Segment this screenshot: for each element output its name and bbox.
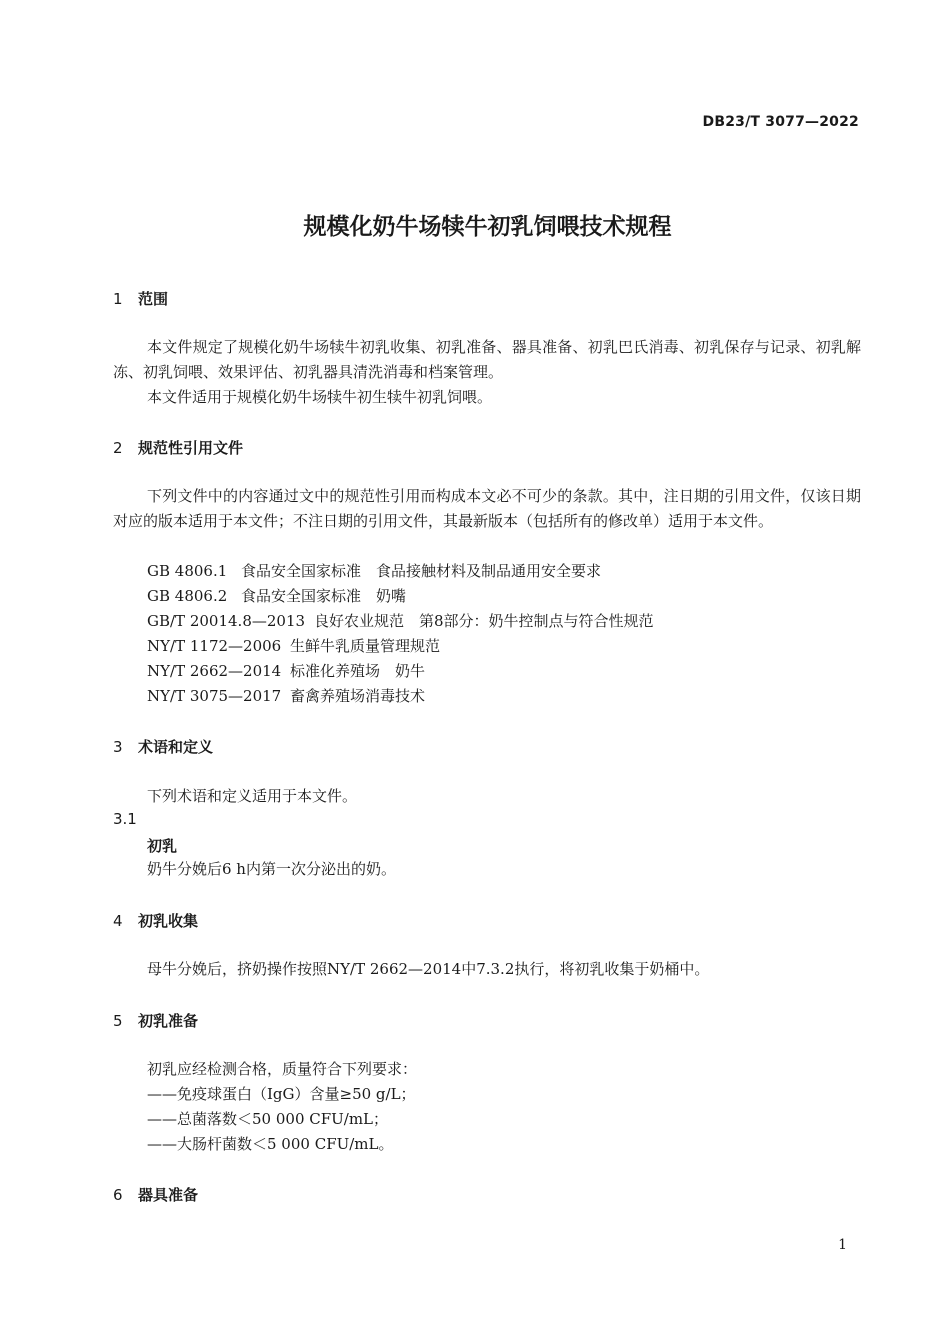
section-title: 初乳收集 xyxy=(138,912,199,930)
reference-item xyxy=(147,584,406,609)
section-number: 4 xyxy=(113,912,123,930)
terms-intro: 下列术语和定义适用于本文件。 xyxy=(147,787,358,805)
section-title: 范围 xyxy=(138,290,169,308)
section-heading-preparation xyxy=(113,1010,198,1031)
reference-code: GB 4806.1 xyxy=(147,562,228,580)
section-heading-references xyxy=(113,437,243,458)
reference-item xyxy=(147,609,654,634)
section-heading-collection xyxy=(113,910,198,931)
reference-title: 良好农业规范 第8部分：奶牛控制点与符合性规范 xyxy=(314,612,654,630)
requirement-item: ——总菌落数＜50 000 CFU/mL； xyxy=(147,1110,389,1128)
section-heading-scope xyxy=(113,288,168,309)
reference-title: 生鲜牛乳质量管理规范 xyxy=(290,637,441,655)
collection-paragraph: 母牛分娩后，挤奶操作按照NY/T 2662—2014中7.3.2执行，将初乳收集于奶桶中。 xyxy=(147,960,710,978)
section-title: 初乳准备 xyxy=(138,1012,199,1030)
reference-item xyxy=(147,634,440,659)
document-number: DB23/T 3077—2022 xyxy=(702,114,859,130)
reference-code: GB 4806.2 xyxy=(147,587,228,605)
reference-code: NY/T 2662—2014 xyxy=(147,662,282,680)
term-number: 3.1 xyxy=(113,810,137,828)
references-intro: 下列文件中的内容通过文中的规范性引用而构成本文必不可少的条款。其中，注日期的引用文件，仅该日期对应的版本适用于本文件；不注日期的引用文件，其最新版本（包括所有的修改单）适用于本文件。 xyxy=(113,487,861,530)
term-name: 初乳 xyxy=(147,837,178,855)
section-title: 器具准备 xyxy=(138,1186,199,1204)
reference-code: GB/T 20014.8—2013 xyxy=(147,612,306,630)
scope-paragraph-2: 本文件适用于规模化奶牛场犊牛初生犊牛初乳饲喂。 xyxy=(147,388,493,406)
reference-title: 标准化养殖场 奶牛 xyxy=(290,662,426,680)
reference-item xyxy=(147,559,601,584)
section-title: 规范性引用文件 xyxy=(138,439,244,457)
reference-title: 畜禽养殖场消毒技术 xyxy=(290,687,426,705)
reference-code: NY/T 1172—2006 xyxy=(147,637,282,655)
section-number: 5 xyxy=(113,1012,123,1030)
section-number: 1 xyxy=(113,290,123,308)
reference-item xyxy=(147,659,425,684)
section-heading-equipment xyxy=(113,1184,198,1205)
section-number: 6 xyxy=(113,1186,123,1204)
section-heading-terms xyxy=(113,736,213,757)
section-number: 3 xyxy=(113,738,123,756)
requirement-item: ——免疫球蛋白（IgG）含量≥50 g/L； xyxy=(147,1085,416,1103)
section-title: 术语和定义 xyxy=(138,738,214,756)
reference-item xyxy=(147,684,425,709)
requirement-item: ——大肠杆菌数＜5 000 CFU/mL。 xyxy=(147,1135,394,1153)
reference-title: 食品安全国家标准 奶嘴 xyxy=(241,587,407,605)
term-definition: 奶牛分娩后6 h内第一次分泌出的奶。 xyxy=(147,860,396,878)
reference-code: NY/T 3075—2017 xyxy=(147,687,282,705)
document-title: 规模化奶牛场犊牛初乳饲喂技术规程 xyxy=(303,214,672,240)
section-number: 2 xyxy=(113,439,123,457)
preparation-intro: 初乳应经检测合格，质量符合下列要求： xyxy=(147,1060,418,1078)
reference-title: 食品安全国家标准 食品接触材料及制品通用安全要求 xyxy=(241,562,602,580)
scope-paragraph-1: 本文件规定了规模化奶牛场犊牛初乳收集、初乳准备、器具准备、初乳巴氏消毒、初乳保存与记录、初乳解冻、初乳饲喂、效果评估、初乳器具清洗消毒和档案管理。 xyxy=(113,338,861,381)
page-number: 1 xyxy=(838,1237,847,1253)
